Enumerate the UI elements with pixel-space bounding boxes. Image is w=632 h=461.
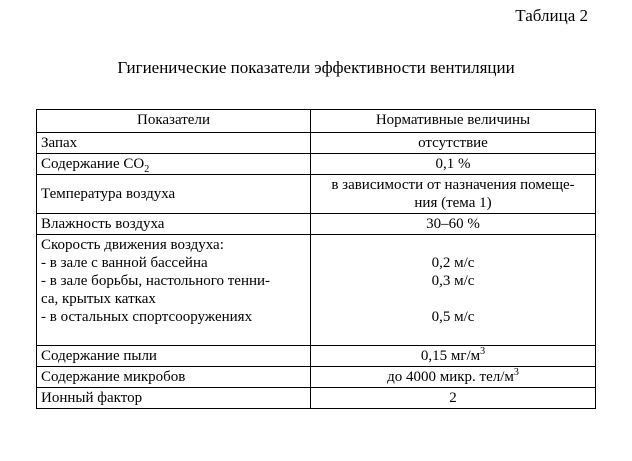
row-ion-name: Ионный фактор: [37, 388, 311, 409]
table-title: Гигиенические показатели эффективности вентиляции: [117, 58, 515, 77]
airspeed-line4: са, крытых катках: [41, 291, 156, 307]
airspeed-line2: - в зале с ванной бассейна: [41, 255, 208, 271]
row-co2-name: [37, 154, 311, 175]
row-microbes-name: Содержание микробов: [37, 367, 311, 388]
temperature-value-line1: в зависимости от назначения помеще-: [331, 177, 575, 193]
row-co2-value: 0,1 %: [311, 154, 596, 175]
table-row: [37, 346, 596, 367]
airspeed-line5: - в остальных спортсооружениях: [41, 309, 253, 325]
temperature-value-line2: ния (тема 1): [414, 195, 492, 211]
header-norms: Нормативные величины: [311, 110, 596, 133]
table-row: [37, 133, 596, 154]
row-ion-value: 2: [311, 388, 596, 409]
row-smell-value: отсутствие: [311, 133, 596, 154]
row-temperature-name: Температура воздуха: [37, 175, 311, 214]
airspeed-value-spacer: [315, 236, 591, 254]
table-row: [37, 154, 596, 175]
ventilation-table: [36, 109, 596, 409]
row-dust-value: [311, 346, 596, 367]
dust-value-text: 0,15 мг/м: [420, 348, 481, 364]
microbes-value-text: до 4000 микр. тел/м: [387, 369, 514, 385]
header-indicators: Показатели: [37, 110, 311, 133]
airspeed-value-spacer: [315, 290, 591, 308]
row-airspeed-value: [311, 235, 596, 346]
co2-label: Содержание CO: [41, 156, 145, 172]
row-dust-name: Содержание пыли: [37, 346, 311, 367]
microbes-value-sup: 3: [513, 367, 519, 378]
co2-subscript: 2: [144, 164, 150, 175]
header-row: [37, 110, 596, 133]
table-row: [37, 214, 596, 235]
row-smell-name: Запах: [37, 133, 311, 154]
dust-value-sup: 3: [480, 346, 486, 357]
airspeed-value-other: 0,5 м/с: [431, 309, 475, 325]
table-row: [37, 388, 596, 409]
table-row: [37, 175, 596, 214]
row-humidity-value: 30–60 %: [311, 214, 596, 235]
row-microbes-value: [311, 367, 596, 388]
table-row: [37, 235, 596, 346]
airspeed-value-wrestling: 0,3 м/с: [431, 273, 475, 289]
table-number: Таблица 2: [515, 6, 588, 25]
row-humidity-name: Влажность воздуха: [37, 214, 311, 235]
airspeed-value-pool: 0,2 м/с: [431, 255, 475, 271]
airspeed-line1: Скорость движения воздуха:: [41, 237, 224, 253]
row-temperature-value: [311, 175, 596, 214]
airspeed-line3: - в зале борьбы, настольного тенни-: [41, 273, 271, 289]
table-row: [37, 367, 596, 388]
row-airspeed-name: [37, 235, 311, 346]
